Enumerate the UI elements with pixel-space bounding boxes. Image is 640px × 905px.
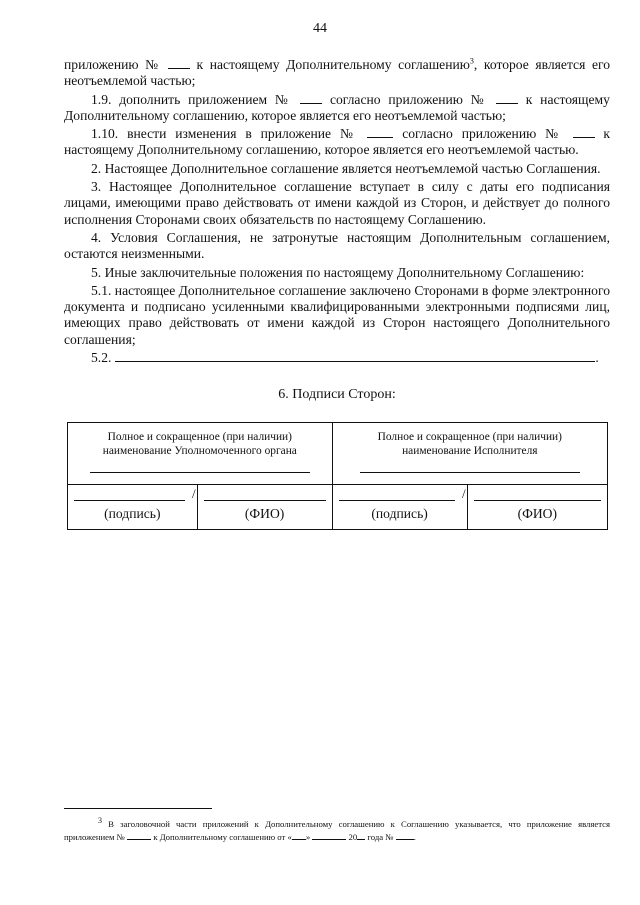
text: 1.10. внести изменения в приложение № [91, 126, 359, 142]
paragraph-4: 4. Условия Соглашения, не затронутые настоящим Дополнительным соглашением, остаются неизменными. [64, 229, 610, 262]
text: 1.9. дополнить приложением № [91, 91, 293, 107]
text: . [413, 832, 416, 842]
text: . [595, 350, 599, 366]
paragraph-1-10 [64, 126, 610, 159]
blank-underline [168, 58, 190, 69]
text: к настоящему Дополнительному соглашению, которое является его неотъемлемой частью; [64, 91, 610, 123]
paragraph-3: 3. Настоящее Дополнительное соглашение вступает в силу с даты его подписания лицами, имеющими право действовать от имени каждой из Сторон, и действует до полного исполнения Сторонами своих обязательств по настоящему Соглашению. [64, 179, 610, 227]
org-caption: наименование Исполнителя [402, 444, 538, 457]
signature-table [67, 422, 608, 530]
paragraph-1-9 [64, 92, 610, 125]
text: к настоящему Дополнительному соглашению, которое является его неотъемлемой частью. [64, 126, 610, 158]
org-caption: Полное и сокращенное (при наличии) [107, 430, 292, 443]
text: » [305, 832, 311, 842]
blank-underline [496, 93, 518, 104]
footnote-ref: 3 [469, 56, 474, 66]
org-caption: Полное и сокращенное (при наличии) [377, 430, 562, 443]
blank-underline [367, 127, 393, 138]
blank-underline [396, 831, 414, 840]
paragraph-2: 2. Настоящее Дополнительное соглашение является неотъемлемой частью Соглашения. [91, 160, 601, 176]
paragraph-1-8-cont [64, 57, 610, 90]
text: , которое является его неотъемлемой частью; [64, 57, 611, 89]
blank-underline [357, 831, 365, 840]
document-body [64, 57, 610, 530]
paragraph-5-2 [64, 350, 610, 366]
org-name-line [360, 471, 580, 473]
text: 20 [348, 832, 358, 842]
blank-underline [573, 127, 595, 138]
text: 5.2. [91, 350, 112, 366]
right-signature-cell [332, 484, 467, 529]
paragraph-5: 5. Иные заключительные положения по настоящему Дополнительному Соглашению: [91, 264, 585, 280]
blank-underline [300, 93, 322, 104]
text: года № [367, 832, 394, 842]
text: В заголовочной части приложений к Дополнительному соглашению к Соглашению указывается, что приложение является приложением № [64, 819, 610, 842]
left-org-cell [68, 422, 333, 484]
page-number: 44 [313, 21, 327, 36]
left-signature-cell [68, 484, 198, 529]
signature-caption: (подпись) [371, 505, 428, 521]
text: к настоящему Дополнительному соглашению [196, 57, 470, 72]
footnote [64, 818, 610, 844]
name-caption: (ФИО) [244, 505, 285, 521]
slash: / [461, 485, 466, 501]
name-line [204, 500, 326, 501]
blank-underline [127, 831, 151, 840]
text: согласно приложению № [329, 91, 489, 107]
blank-underline [292, 831, 306, 840]
footnote-separator [64, 808, 212, 809]
slash: / [191, 485, 196, 501]
name-caption: (ФИО) [517, 505, 558, 521]
text: приложению № [64, 57, 162, 72]
left-name-cell [197, 484, 332, 529]
name-line [474, 500, 601, 501]
right-name-cell [467, 484, 607, 529]
blank-underline [115, 350, 595, 362]
section-title: 6. Подписи Сторон: [278, 387, 396, 403]
text: к Дополнительному соглашению от « [153, 832, 292, 842]
right-org-cell [332, 422, 607, 484]
signature-line [339, 500, 455, 501]
signature-caption: (подпись) [104, 505, 161, 521]
org-caption: наименование Уполномоченного органа [102, 444, 297, 457]
text: согласно приложению № [402, 126, 564, 142]
blank-underline [312, 831, 346, 840]
paragraph-5-1: 5.1. настоящее Дополнительное соглашение заключено Сторонами в форме электронного документа и подписано усиленными квалифицированными электронными подписями лиц, имеющих право действовать от имени каждой из Сторон настоящего Дополнительного соглашения; [64, 282, 610, 347]
signature-line [74, 500, 185, 501]
org-name-line [90, 471, 310, 473]
footnote-number: 3 [98, 816, 102, 826]
